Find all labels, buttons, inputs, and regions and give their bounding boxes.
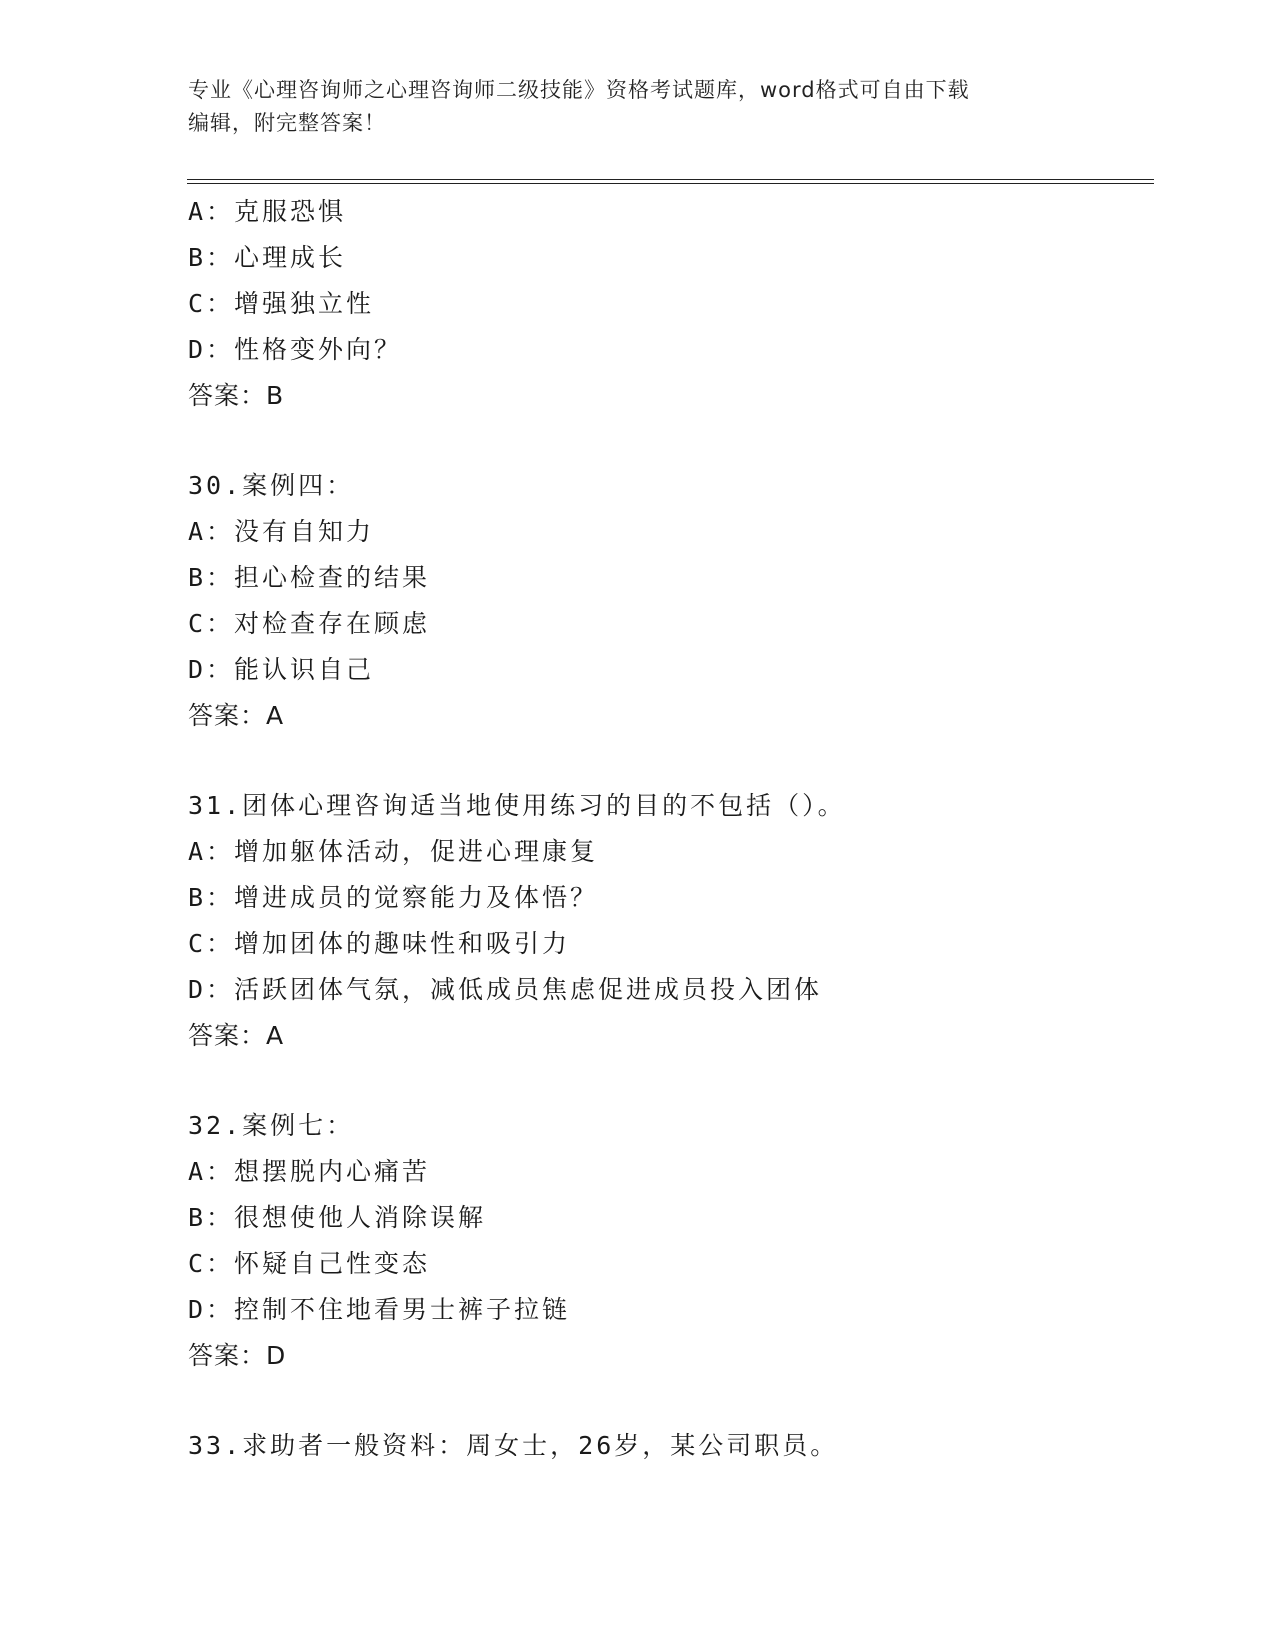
- option-c: C：增强独立性: [188, 289, 375, 318]
- option-b: B：心理成长: [188, 243, 347, 272]
- question-text: 31.团体心理咨询适当地使用练习的目的不包括（）。: [188, 791, 846, 820]
- option-a: A：克服恐惧: [188, 197, 347, 226]
- option-c: C：怀疑自己性变态: [188, 1249, 431, 1278]
- answer-line: 答案：B: [188, 381, 285, 410]
- option-c: C：增加团体的趣味性和吸引力: [188, 929, 571, 958]
- option-b: B：很想使他人消除误解: [188, 1203, 487, 1232]
- question-block: [188, 189, 1148, 419]
- question-block: [188, 463, 1148, 739]
- option-d: D：活跃团体气氛，减低成员焦虑促进成员投入团体: [188, 975, 823, 1004]
- option-a: A：想摆脱内心痛苦: [188, 1157, 431, 1186]
- header-line-2: 编辑，附完整答案！: [188, 111, 386, 135]
- option-c: C：对检查存在顾虑: [188, 609, 431, 638]
- answer-line: 答案：A: [188, 1021, 285, 1050]
- question-list: [188, 189, 1148, 1469]
- header-note: [188, 74, 1088, 140]
- question-text: 32.案例七：: [188, 1111, 355, 1140]
- answer-line: 答案：D: [188, 1341, 287, 1370]
- header-line-1: 专业《心理咨询师之心理咨询师二级技能》资格考试题库，word格式可自由下载: [188, 78, 970, 102]
- question-block: [188, 783, 1148, 1059]
- answer-line: 答案：A: [188, 701, 285, 730]
- option-a: A：没有自知力: [188, 517, 375, 546]
- option-d: D：性格变外向？: [188, 335, 403, 364]
- question-block: [188, 1103, 1148, 1379]
- option-d: D：控制不住地看男士裤子拉链: [188, 1295, 571, 1324]
- option-b: B：增进成员的觉察能力及体悟？: [188, 883, 599, 912]
- option-a: A：增加躯体活动，促进心理康复: [188, 837, 599, 866]
- option-b: B：担心检查的结果: [188, 563, 431, 592]
- option-d: D：能认识自己: [188, 655, 375, 684]
- header-divider-bottom: [187, 183, 1154, 184]
- question-block: [188, 1423, 1148, 1469]
- header-divider-top: [187, 179, 1154, 180]
- question-text: 30.案例四：: [188, 471, 355, 500]
- question-text: 33.求助者一般资料：周女士，26岁，某公司职员。: [188, 1431, 839, 1460]
